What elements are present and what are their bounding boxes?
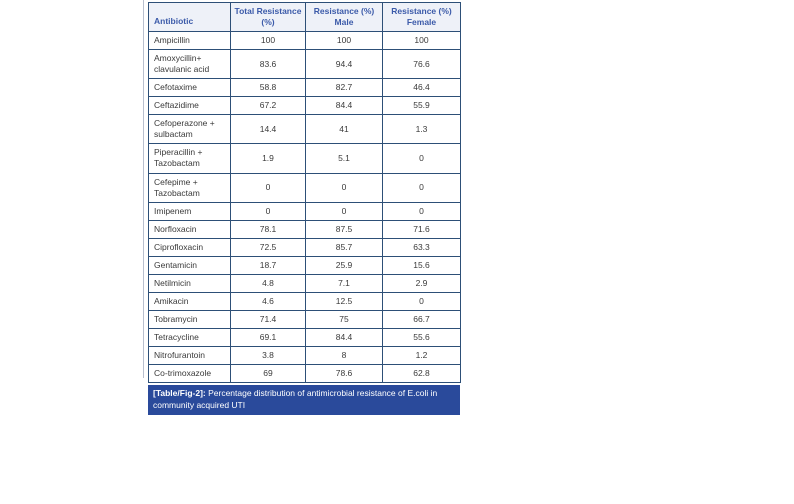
resistance-value-cell: 83.6 [231, 50, 306, 79]
antibiotic-name-cell: Piperacillin + Tazobactam [149, 144, 231, 173]
resistance-value-cell: 18.7 [231, 256, 306, 274]
resistance-value-cell: 62.8 [383, 365, 461, 383]
resistance-value-cell: 12.5 [306, 292, 383, 310]
table-row [149, 346, 461, 364]
resistance-value-cell: 1.3 [383, 115, 461, 144]
resistance-value-cell: 69 [231, 365, 306, 383]
table-row [149, 328, 461, 346]
caption-label: [Table/Fig-2]: [153, 388, 206, 399]
table-row [149, 292, 461, 310]
antibiotic-name-cell: Cefoperazone + sulbactam [149, 115, 231, 144]
table-row [149, 50, 461, 79]
resistance-value-cell: 71.6 [383, 220, 461, 238]
header-total-resistance: Total Resistance (%) [231, 3, 306, 32]
resistance-value-cell: 58.8 [231, 79, 306, 97]
table-caption [148, 385, 460, 415]
resistance-value-cell: 78.1 [231, 220, 306, 238]
resistance-value-cell: 66.7 [383, 310, 461, 328]
resistance-value-cell: 1.9 [231, 144, 306, 173]
column-divider-line [143, 0, 144, 378]
antibiotic-name-cell: Netilmicin [149, 274, 231, 292]
resistance-value-cell: 3.8 [231, 346, 306, 364]
resistance-value-cell: 84.4 [306, 97, 383, 115]
resistance-value-cell: 4.6 [231, 292, 306, 310]
resistance-value-cell: 55.6 [383, 328, 461, 346]
table-row [149, 220, 461, 238]
resistance-value-cell: 14.4 [231, 115, 306, 144]
caption-text: Percentage distribution of antimicrobial resistance of E.coli in community acquired UTI [153, 388, 438, 410]
resistance-value-cell: 72.5 [231, 238, 306, 256]
resistance-value-cell: 69.1 [231, 328, 306, 346]
antibiotic-name-cell: Tobramycin [149, 310, 231, 328]
resistance-value-cell: 25.9 [306, 256, 383, 274]
antibiotic-name-cell: Amoxycillin+ clavulanic acid [149, 50, 231, 79]
antibiotic-name-cell: Ampicillin [149, 32, 231, 50]
resistance-value-cell: 0 [383, 202, 461, 220]
antibiotic-name-cell: Nitrofurantoin [149, 346, 231, 364]
resistance-value-cell: 67.2 [231, 97, 306, 115]
antibiotic-name-cell: Cefotaxime [149, 79, 231, 97]
resistance-value-cell: 46.4 [383, 79, 461, 97]
table-row [149, 79, 461, 97]
resistance-value-cell: 41 [306, 115, 383, 144]
resistance-value-cell: 15.6 [383, 256, 461, 274]
antibiotic-name-cell: Ciprofloxacin [149, 238, 231, 256]
table-row [149, 115, 461, 144]
table-row [149, 310, 461, 328]
resistance-value-cell: 0 [306, 173, 383, 202]
resistance-value-cell: 94.4 [306, 50, 383, 79]
table-row [149, 97, 461, 115]
table-row [149, 238, 461, 256]
antibiotic-name-cell: Gentamicin [149, 256, 231, 274]
resistance-value-cell: 0 [231, 173, 306, 202]
table-header-row [149, 3, 461, 32]
header-antibiotic: Antibiotic [149, 3, 231, 32]
antibiotic-name-cell: Ceftazidime [149, 97, 231, 115]
resistance-value-cell: 0 [306, 202, 383, 220]
resistance-value-cell: 0 [383, 292, 461, 310]
resistance-value-cell: 0 [383, 144, 461, 173]
resistance-value-cell: 1.2 [383, 346, 461, 364]
resistance-value-cell: 100 [383, 32, 461, 50]
resistance-value-cell: 85.7 [306, 238, 383, 256]
antibiotic-name-cell: Co-trimoxazole [149, 365, 231, 383]
table-row [149, 202, 461, 220]
resistance-value-cell: 100 [231, 32, 306, 50]
table-row [149, 173, 461, 202]
table-row [149, 365, 461, 383]
table-body [149, 32, 461, 383]
resistance-value-cell: 2.9 [383, 274, 461, 292]
resistance-value-cell: 76.6 [383, 50, 461, 79]
resistance-value-cell: 5.1 [306, 144, 383, 173]
resistance-value-cell: 84.4 [306, 328, 383, 346]
antibiotic-name-cell: Amikacin [149, 292, 231, 310]
table-row [149, 32, 461, 50]
resistance-table-container [148, 2, 460, 415]
resistance-value-cell: 55.9 [383, 97, 461, 115]
resistance-value-cell: 8 [306, 346, 383, 364]
resistance-value-cell: 63.3 [383, 238, 461, 256]
resistance-table [148, 2, 461, 383]
antibiotic-name-cell: Tetracycline [149, 328, 231, 346]
antibiotic-name-cell: Norfloxacin [149, 220, 231, 238]
resistance-value-cell: 100 [306, 32, 383, 50]
resistance-value-cell: 7.1 [306, 274, 383, 292]
header-resistance-male: Resistance (%) Male [306, 3, 383, 32]
resistance-value-cell: 87.5 [306, 220, 383, 238]
table-row [149, 144, 461, 173]
resistance-value-cell: 82.7 [306, 79, 383, 97]
resistance-value-cell: 78.6 [306, 365, 383, 383]
header-resistance-female: Resistance (%) Female [383, 3, 461, 32]
antibiotic-name-cell: Imipenem [149, 202, 231, 220]
resistance-value-cell: 75 [306, 310, 383, 328]
resistance-value-cell: 71.4 [231, 310, 306, 328]
resistance-value-cell: 4.8 [231, 274, 306, 292]
table-row [149, 274, 461, 292]
resistance-value-cell: 0 [383, 173, 461, 202]
antibiotic-name-cell: Cefepime + Tazobactam [149, 173, 231, 202]
resistance-value-cell: 0 [231, 202, 306, 220]
table-row [149, 256, 461, 274]
